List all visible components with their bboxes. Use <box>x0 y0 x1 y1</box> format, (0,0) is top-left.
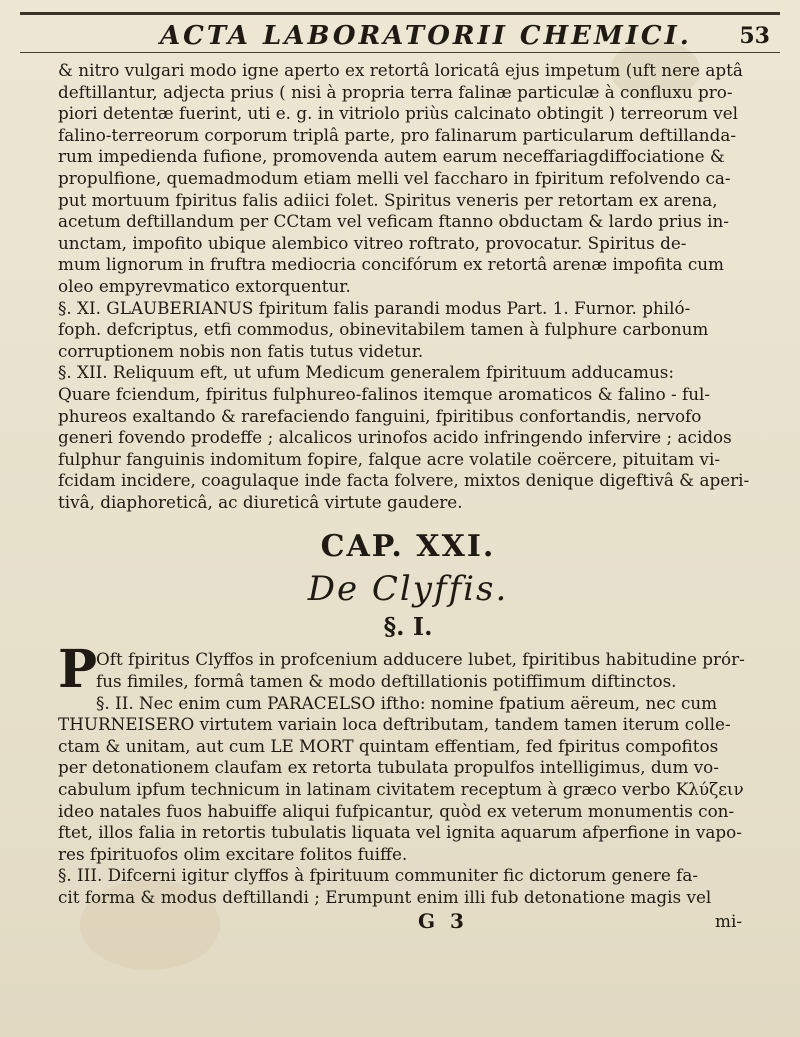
running-header <box>20 20 780 53</box>
text-line: piori detentæ fuerint, uti e. g. in vitriolo priùs calcinato obtingit ) terreorum vel <box>58 103 739 124</box>
chapter-number: CAP. XXI. <box>320 529 496 565</box>
text-line: §. II. Nec enim cum PARACELSO iftho: nomine fpatium aëreum, nec cum <box>96 692 718 713</box>
signature-mark: G 3 <box>418 908 468 933</box>
text-line: phureos exaltando & rarefaciendo fanguini, fpiritibus confortandis, nervofo <box>58 405 702 426</box>
text-line: Quare fciendum, fpiritus fulphureo-falinos itemque aromaticos & falino - ful- <box>58 383 711 404</box>
paragraphs-after-chapter <box>58 639 758 908</box>
text-line: ctam & unitam, aut cum LE MORT quintam effentiam, fed fpiritus compofitos <box>58 735 719 756</box>
text-line: generi fovendo prodeffe ; alcalicos urinofos acido infringendo infervire ; acidos <box>58 427 732 448</box>
text-line: §. III. Difcerni igitur clyffos à fpirituum communiter fic dictorum genere fa- <box>58 865 699 886</box>
text-line: rum impedienda fufione, promovenda autem earum neceffariagdiffociatione & <box>58 146 725 167</box>
text-line: fcidam incidere, coagulaque inde facta folvere, mixtos denique digeftivâ & aperi- <box>58 470 750 491</box>
chapter-text <box>58 639 758 908</box>
running-title: ACTA LABORATORII CHEMICI. <box>160 21 692 51</box>
text-line: acetum deftillandum per CCtam vel veficam ftanno obductam & lardo prius in- <box>58 211 729 232</box>
text-line: falino-terreorum corporum triplâ parte, pro falinarum particularum deftillanda- <box>58 124 737 145</box>
text-line: propulfione, quemadmodum etiam melli vel faccharo in fpiritum refolvendo ca- <box>58 167 731 188</box>
text-line: put mortuum fpiritus falis adiici folet. Spiritus veneris per retortam ex arena, <box>58 189 718 210</box>
text-line: per detonationem claufam ex retorta tubulata propulfos intelligimus, dum vo- <box>58 757 719 778</box>
text-line: & nitro vulgari modo igne aperto ex retortâ loricatâ ejus impetum (uft nere aptâ <box>58 60 743 80</box>
drop-cap: P <box>58 639 98 701</box>
text-line: res fpirituofos olim excitare folitos fuiffe. <box>58 843 408 864</box>
chapter-title: De Clyffis. <box>307 569 509 610</box>
page-number: 53 <box>739 23 770 49</box>
text-line: THURNEISERO virtutem variain loca deftributam, tandem tamen iterum colle- <box>58 714 731 735</box>
text-line: fus fimiles, formâ tamen & modo deftillationis potiffimum diftinctos. <box>96 671 677 692</box>
text-line: foph. defcriptus, etfi commodus, obinevitabilem tamen à fulphure carbonum <box>58 319 709 340</box>
text-line: cit forma & modus deftillandi ; Erumpunt enim illi fub detonatione magis vel <box>58 887 712 907</box>
paragraphs-before-chapter <box>58 60 758 513</box>
text-line: unctam, impofito ubique alembico vitreo roftrato, provocatur. Spiritus de- <box>58 232 687 253</box>
text-line: corruptionem nobis non fatis tutus videtur. <box>58 340 424 361</box>
text-line: cabulum ipfum technicum in latinam civitatem receptum à græco verbo Κλύζειν <box>58 779 744 800</box>
text-line: ftet, illos falia in retortis tubulatis liquata vel ignita aquarum afperfione in vapo- <box>58 822 742 843</box>
text-line: fulphur fanguinis indomitum fopire, falque acre volatile coërcere, pituitam vi- <box>58 448 721 469</box>
header-rule <box>20 12 780 15</box>
text-line: §. XI. GLAUBERIANUS fpiritum falis parandi modus Part. 1. Furnor. philó- <box>58 297 691 318</box>
text-line: §. XII. Reliquum eft, ut ufum Medicum generalem fpirituum adducamus: <box>58 362 675 383</box>
text-line: tivâ, diaphoreticâ, ac diureticâ virtute gaudere. <box>58 491 463 512</box>
text-line: oleo empyrevmatico extorquentur. <box>58 275 351 296</box>
page-footer <box>58 909 758 933</box>
text-line: deftillantur, adjecta prius ( nisi à propria terra falinæ particulæ à confluxu pro- <box>58 81 733 102</box>
text-line: Oft fpiritus Clyffos in profcenium adducere lubet, fpiritibus habitudine prór- <box>96 649 745 670</box>
text-body <box>58 60 758 933</box>
catchword: mi- <box>715 910 742 931</box>
text-line: mum lignorum in fruftra mediocria concifórum ex retortâ arenæ impofita cum <box>58 254 724 275</box>
text-line: ideo natales fuos habuiffe aliqui fufpicantur, quòd ex veterum monumentis con- <box>58 800 735 821</box>
section-number: §. I. <box>383 612 433 642</box>
